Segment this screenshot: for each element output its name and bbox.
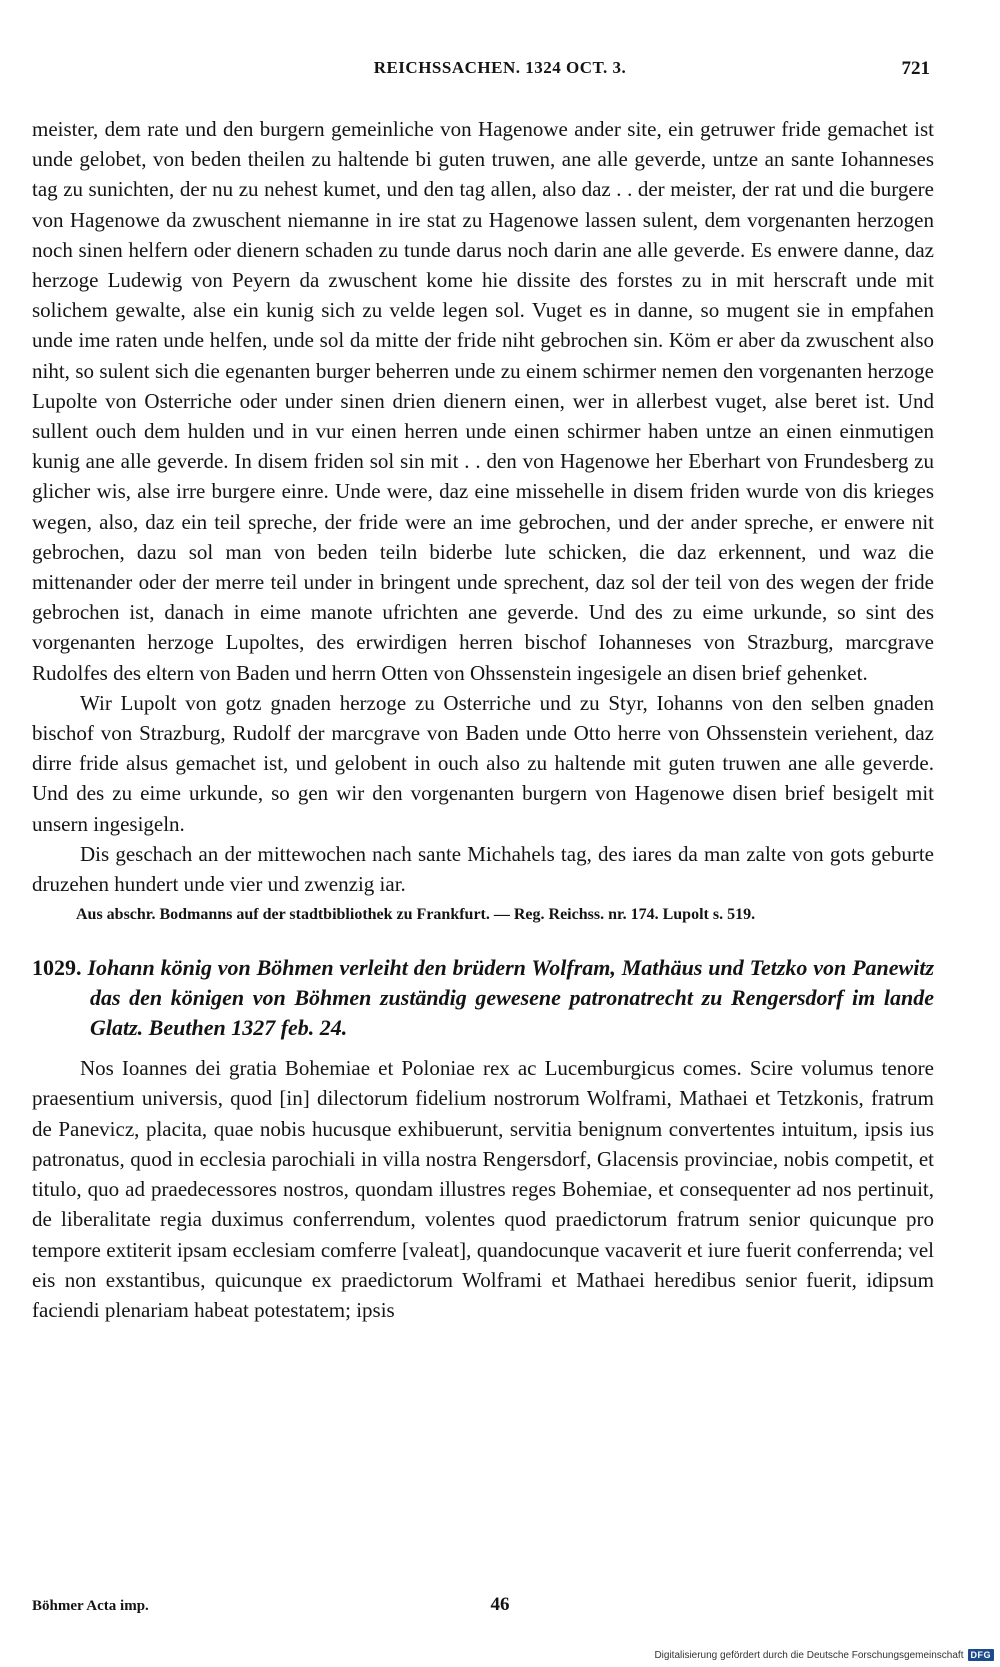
entry-title: Iohann könig von Böhmen verleiht den brüdern Wolfram, Mathäus und Tetzko von Panewitz das den königen von Böhmen zuständig gewesene patronatrecht zu Rengersdorf im lande Glatz. Beuthen 1327 feb. 24. (87, 955, 934, 1041)
source-note: Aus abschr. Bodmanns auf der stadtbibliothek zu Frankfurt. — Reg. Reichss. nr. 174. Lupolt s. 519. (76, 906, 756, 924)
dfg-logo-icon: DFG (968, 1649, 995, 1661)
sheet-number: 46 (490, 1594, 510, 1615)
credit-text: Digitalisierung gefördert durch die Deutsche Forschungsgemeinschaft (654, 1649, 964, 1661)
document-paragraph-2: Wir Lupolt von gotz gnaden herzoge zu Osterriche und zu Styr, Iohanns von den selben gnaden bischof von Strazburg, Rudolf der marcgrave von Baden unde Otto herre von Ohssenstein veriehent, daz dirre fride alsus gemachet ist, und gelobent in ouch also zu haltende mit guten truwen ane alle geverde. Und des zu eime urkunde, so gen wir den vorgenanten burgern von Hagenowe disen brief besigelt mit unsern ingesigeln. (32, 690, 934, 836)
running-head (0, 58, 1000, 88)
entry-text: Nos Ioannes dei gratia Bohemiae et Poloniae rex ac Lucemburgicus comes. Scire volumus tenore praesentium universis, quod [in] dilectorum fidelium nostrorum Wolframi, Mathaei et Tetzkonis, fratrum de Panevicz, placita, quae nobis hucusque exhibuerunt, servitia benignum convertentes intuitum, ipsis ius patronatus, quod in ecclesia parochiali in villa nostra Rengersdorf, Glacensis provinciae, nobis competit, et titulo, quo ad praedecessores nostros, quondam illustres reges Bohemiae, et consequenter ad nos pertinuit, de liberalitate regia duximus conferrendum, volentes quod praedictorum fratrum senior quicunque pro tempore extiterit ipsam ecclesiam comferre [valeat], quandocunque vacaverit et iure fuerit conferrenda; vel eis non exstantibus, quicunque ex praedictorum Wolframi et Mathaei heredibus senior fuerit, idipsum faciendi plenariam habeat potestatem; ipsis (32, 1056, 934, 1322)
digitization-credit (654, 1647, 994, 1663)
document-paragraph-1: meister, dem rate und den burgern gemeinliche von Hagenowe ander site, ein getruwer fride gemachet ist unde gelobet, von beden theilen zu haltende bi guten truwen, ane alle geverde, untze an sante Iohanneses tag zu sunichten, der nu zu nehest kumet, und den tag allen, also daz . . der meister, der rat und die burgere von Hagenowe da zwuschent niemanne in ire stat zu Hagenowe lassen sulent, dem vorgenanten herzogen noch sinen helfern oder dienern schaden zu tunde darus noch darin ane alle geverde. Es enwere danne, daz herzoge Ludewig von Peyern da zwuschent kome hie dissite des forstes zu in mit herscraft unde mit solichem gewalte, alse ein kunig sich zu velde legen sol. Vuget es in danne, so mugent sie in empfahen unde ime raten unde helfen, unde sol da mitte der fride niht gebrochen sin. Köm er aber da zwuschent also niht, so sulent sich die egenanten burger beherren unde zu einem schirmer nemen den vorgenanten herzoge Lupolte von Osterriche oder under sinen drien dienern einen, wer in allerbest vuget, alse beret ist. Und sullent ouch dem hulden und in vur einen herren unde einen schirmer haben untze an einen einmutigen kunig ane alle geverde. In disem friden sol sin mit . . den von Hagenowe her Eberhart von Frundesberg zu glicher wis, alse irre burgere einre. Unde were, daz eine missehelle in disem friden wurde von dis krieges wegen, also, daz ein teil spreche, der fride were an ime gebrochen, und der ander spreche, er enwere nit gebrochen, dazu sol man von beden teiln biderbe lute schicken, die daz erkennent, und waz die mittenander oder der merre teil under in bringent unde sprechent, daz sol der teil von des wegen der fride gebrochen ist, danach in eime manote ufrichten ane geverde. Und des zu eime urkunde, so sint des vorgenanten herzoge Lupoltes, des erwirdigen herren bischof Iohanneses von Strazburg, marcgrave Rudolfes des eltern von Baden und herrn Otten von Ohssenstein ingesigele an disen brief gehenket. (32, 117, 934, 685)
document-paragraph-3: Dis geschach an der mittewochen nach sante Michahels tag, des iares da man zalte von gots geburte druzehen hundert unde vier und zwenzig iar. (32, 841, 934, 897)
page-footer (0, 1594, 1000, 1622)
entry-heading (32, 953, 934, 1043)
signature-mark: Böhmer Acta imp. (32, 1598, 149, 1614)
entry-number: 1029. (32, 955, 82, 981)
page-number: 721 (901, 58, 930, 79)
running-title: REICHSSACHEN. 1324 OCT. 3. (373, 58, 627, 77)
main-text (32, 114, 934, 1325)
